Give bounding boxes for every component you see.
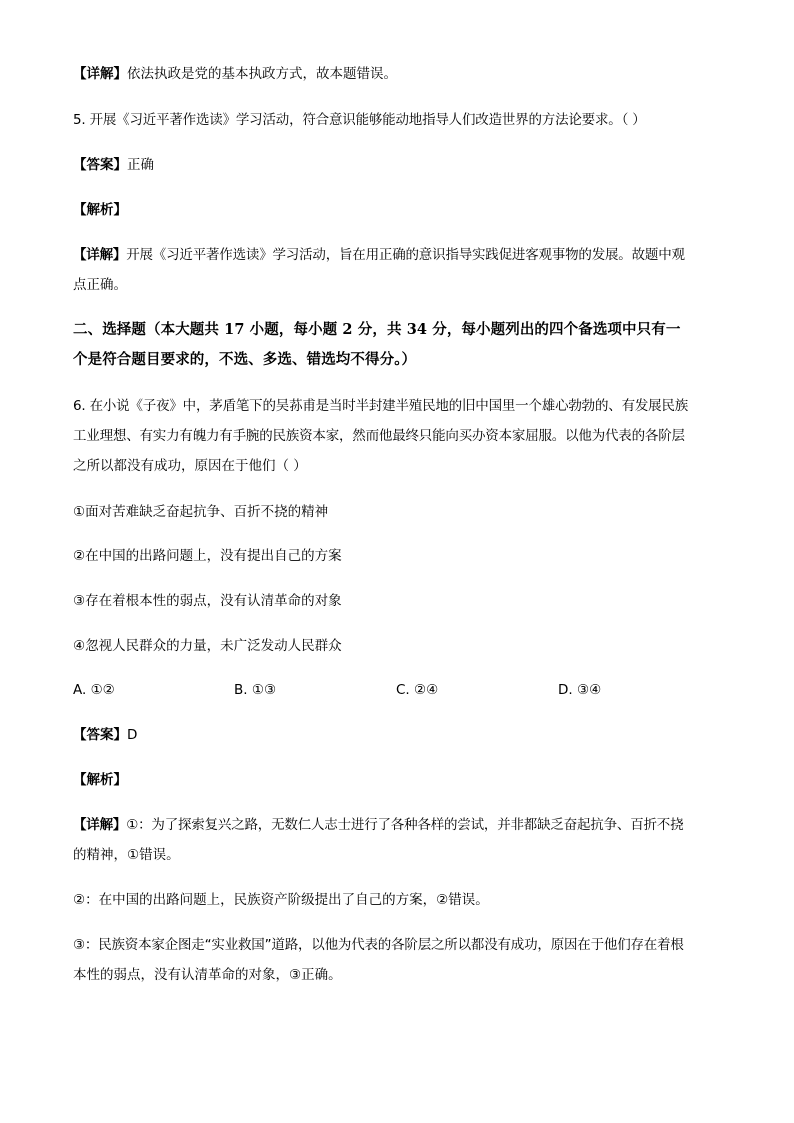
q6-item-4: ④忽视人民群众的力量，未广泛发动人民群众 [73,638,342,654]
analysis-q6 [73,770,127,790]
answer-tag: 【答案】 [73,727,127,743]
q6-option-b: B. ①③ [234,682,277,698]
q6-item-1: ①面对苦难缺乏奋起抗争、百折不挠的精神 [73,504,329,520]
question-6-line2: 工业理想、有实力有魄力有手腕的民族资本家，然而他最终只能向买办资本家屈服。以他为代表的各阶层 [73,428,685,444]
detail-q5-line2: 点正确。 [73,277,127,293]
analysis-tag: 【解析】 [73,202,127,218]
answer-text: D [127,727,138,743]
answer-q5 [73,155,154,175]
question-5: 5. 开展《习近平著作选读》学习活动，符合意识能够能动地指导人们改造世界的方法论要求。（ ） [73,112,646,128]
answer-q6 [73,725,137,745]
section-heading-line2: 个是符合题目要求的，不选、多选、错选均不得分。） [73,351,417,368]
question-6-line1: 6. 在小说《子夜》中，茅盾笔下的吴荪甫是当时半封建半殖民地的旧中国里一个雄心勃勃的、有发展民族 [73,398,689,414]
q6-option-c: C. ②④ [396,682,439,698]
detail-text: ①：为了探索复兴之路，无数仁人志士进行了各种各样的尝试，并非都缺乏奋起抗争、百折不挠 [126,817,684,833]
detail-tag: 【详解】 [73,66,127,82]
q6-item-3: ③存在着根本性的弱点，没有认清革命的对象 [73,593,342,609]
detail-q6-line1 [73,815,683,835]
question-6-line3: 之所以都没有成功，原因在于他们（ ） [73,458,307,474]
detail-q6-line5: 本性的弱点，没有认清革命的对象，③正确。 [73,967,342,983]
section-heading-line1: 二、选择题（本大题共 17 小题，每小题 2 分，共 34 分，每小题列出的四个备选项中只有一 [73,321,681,338]
detail-q5-line1 [73,245,685,265]
analysis-tag: 【解析】 [73,772,127,788]
analysis-q5 [73,200,127,220]
answer-text: 正确 [127,157,154,173]
detail-q6-line4: ③：民族资本家企图走“实业救国”道路，以他为代表的各阶层之所以都没有成功，原因在于他们存在着根 [73,937,684,953]
detail-paragraph-q4 [73,64,397,84]
detail-text: 依法执政是党的基本执政方式，故本题错误。 [127,66,397,82]
q6-option-a: A. ①② [73,682,115,698]
answer-tag: 【答案】 [73,157,127,173]
detail-text: 开展《习近平著作选读》学习活动，旨在用正确的意识指导实践促进客观事物的发展。故题中观 [126,247,685,263]
detail-tag: 【详解】 [73,817,127,833]
q6-item-2: ②在中国的出路问题上，没有提出自己的方案 [73,548,342,564]
detail-q6-line2: 的精神，①错误。 [73,847,180,863]
q6-option-d: D. ③④ [558,682,602,698]
detail-q6-line3: ②：在中国的出路问题上，民族资产阶级提出了自己的方案，②错误。 [73,892,489,908]
detail-tag: 【详解】 [73,247,127,263]
